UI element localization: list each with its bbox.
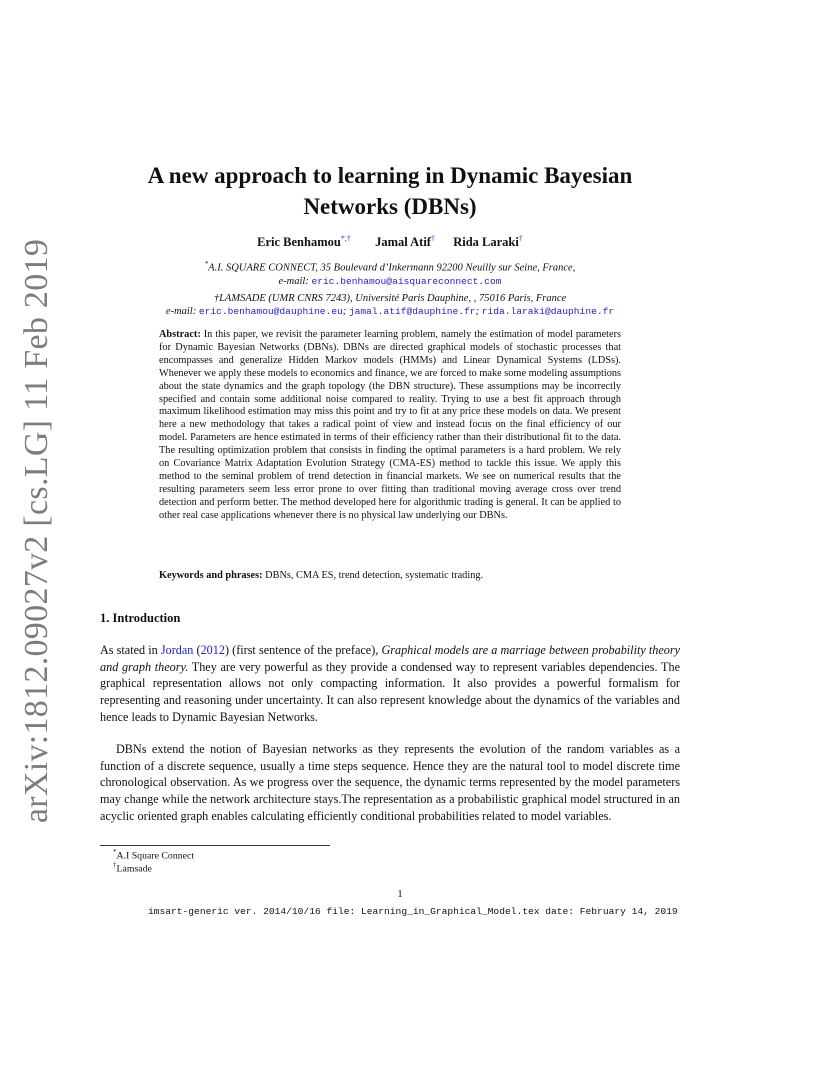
quotation: Graphical models are a marriage between probability theory and graph theory. (100, 643, 681, 674)
email-link[interactable]: eric.benhamou@aisquareconnect.com (311, 275, 502, 287)
intro-paragraph-2: DBNs extend the notion of Bayesian networks as they represents the evolution of the random variables as a function of a discrete sequence, usually a time steps sequence. Hence they are the natural tool to model discrete time chronological observation. As we progress over the sequence, the dynamic terms represented by the model parameters may change while the network architecture stays.The representation as a probabilistic graphical model structured in an acyclic oriented graph enables calculating efficiently conditional probabilities related to model variables. (100, 742, 680, 823)
title-line-2: Networks (DBNs) (303, 194, 477, 219)
author-marks[interactable]: *,† (340, 234, 351, 243)
footnote-divider (100, 845, 330, 846)
section-heading: 1. Introduction (100, 611, 181, 625)
affiliation-2 (60, 292, 720, 318)
paragraph-text: (first sentence of the preface), (229, 643, 382, 657)
footnote-1 (113, 848, 194, 861)
affiliation-mark: * (204, 260, 209, 268)
email-label: e-mail: (278, 275, 312, 287)
footnote-2 (113, 861, 152, 874)
author-marks[interactable]: † (518, 234, 523, 243)
email-separator: ; (342, 306, 349, 317)
affiliation-address: †LAMSADE (UMR CNRS 7243), Université Paris Dauphine, , 75016 Paris, France (213, 293, 567, 304)
footnote-mark: † (113, 861, 117, 869)
abstract-label: Abstract: (159, 329, 201, 340)
footnote-mark: * (113, 848, 117, 856)
author-name: Eric Benhamou (257, 235, 341, 250)
citation-year-link[interactable]: 2012 (200, 643, 225, 657)
citation-link[interactable]: Jordan (160, 643, 194, 657)
keywords (159, 570, 621, 581)
page-number: 1 (397, 888, 403, 900)
footnote-text: A.I Square Connect (116, 850, 195, 862)
running-footer: imsart-generic ver. 2014/10/16 file: Learning_in_Graphical_Model.tex date: February 14, 2019 (148, 906, 678, 917)
intro-paragraph-1: As stated in Jordan (2012) (first sentence of the preface), Graphical models are a marriage between probability theory and graph theory. They are very powerful as they provide a condensed way to represent variables dependencies. The graphical representation allows not only compacting information. It also provides a powerful formalism for representing and reasoning under uncertainty. It can also represent knowledge about the dynamics of the variables and hence leads to Dynamic Bayesian Networks. (100, 643, 681, 724)
email-link[interactable]: jamal.atif@dauphine.fr (348, 306, 476, 317)
footnote-text: Lamsade (116, 863, 152, 875)
author-marks[interactable]: † (430, 234, 435, 243)
email-separator: ; (475, 306, 482, 317)
paragraph-text: They are very powerful as they provide a condensed way to represent variables dependencies. The graphical representation allows not only compacting information. It also provides a powerful formalism for representing and reasoning under uncertainty. It can also represent knowledge about the dynamics of the variables and hence leads to Dynamic Bayesian Networks. (100, 659, 680, 724)
affiliation-1 (60, 258, 720, 288)
keywords-label: Keywords and phrases: (159, 570, 263, 581)
email-link[interactable]: rida.laraki@dauphine.fr (481, 306, 615, 317)
title-line-1: A new approach to learning in Dynamic Bayesian (147, 163, 633, 188)
author-name: Jamal Atif (375, 235, 431, 250)
arxiv-sidebar-stamp: arXiv:1812.09027v2 [cs.LG] 11 Feb 2019 (18, 238, 55, 824)
email-link[interactable]: eric.benhamou@dauphine.eu (198, 306, 343, 317)
author-name: Rida Laraki (453, 235, 519, 250)
author-list (60, 234, 720, 250)
keywords-text: DBNs, CMA ES, trend detection, systematic trading. (265, 570, 484, 581)
paper-title (60, 160, 720, 222)
email-label: e-mail: (165, 306, 199, 317)
abstract-text: In this paper, we revisit the parameter learning problem, namely the estimation of model parameters for Dynamic Bayesian Networks (DBNs). DBNs are directed graphical models of stochastic processes that encompasses and generalize Hidden Markov models (HMMs) and Linear Dynamical Systems (LDSs). Whenever we apply these models to economics and finance, we are forced to make some modeling assumptions about the state dynamics and the graph topology (the DBN structure). These assumptions may be incorrectly specified and contain some additional noise compared to reality. Trying to use a best fit approach through maximum likelihood estimation may miss this point and try to fit at any price these models on data. We present here a new methodology that takes a radical point of view and instead focus on the final efficiency of our model. Parameters are hence estimated in terms of their efficiency rather than their distributional fit to the data. The resulting optimization problem that consists in finding the optimal parameters is a hard problem. We rely on Covariance Matrix Adaptation Evolution Strategy (CMA-ES) method to tackle this issue. We apply this method to the seminal problem of trend detection in financial markets. We see on numerical results that the resulting parameters seem less error prone to over fitting than traditional moving average cross over trend detection and perform better. The method developed here for algorithmic trading is general. It can be applied to other real case applications whenever there is no physical law underlying our DBNs. (159, 329, 622, 521)
paragraph-text: As stated in (100, 643, 161, 657)
affiliation-address: A.I. SQUARE CONNECT, 35 Boulevard d’Inkermann 92200 Neuilly sur Seine, France, (208, 262, 576, 274)
abstract (159, 329, 621, 523)
